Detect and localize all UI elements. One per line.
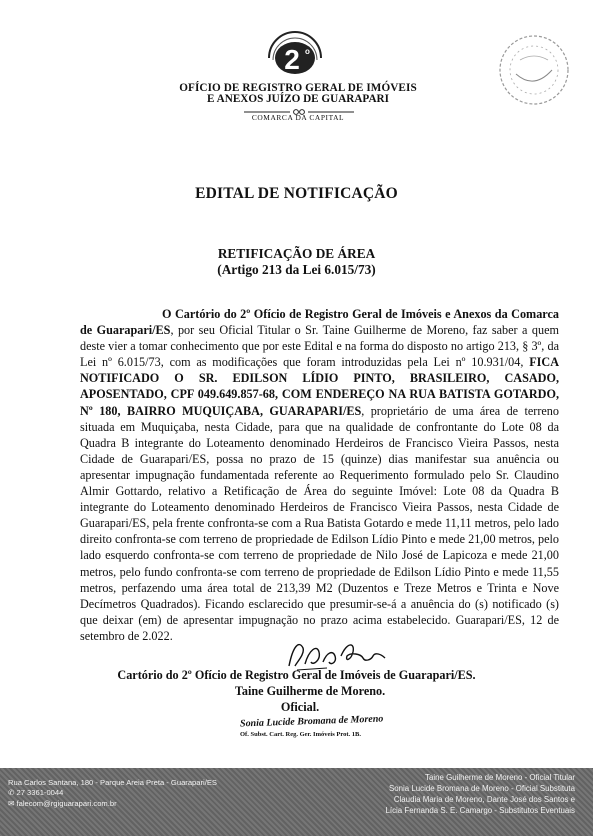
registry-logo — [263, 24, 327, 80]
notice-registry-name: O Cartório do 2º Ofício de Registro Geral de Imóveis e Anexos da Comarca de Guarapari/ES — [80, 307, 559, 338]
document-title: EDITAL DE NOTIFICAÇÃO — [195, 185, 398, 202]
footer-staff-line: Claudia Maria de Moreno, Dante José dos Santos e — [393, 795, 575, 804]
notice-intro: , por seu Oficial Titular o Sr. Taine Guilherme de Moreno, faz saber a quem deste vier a tomar conhecimento que por este Edital e na forma do disposto no artigo 213, § 3º, da Lei nº 6.015/73, com as modificações que foram introduzidas pela Lei nº 10.931/04, — [80, 323, 559, 370]
substitute-stamp-role: Of. Subst. Cart. Reg. Ger. Imóveis Prot. 1B. — [240, 731, 361, 738]
svg-text:2: 2 — [284, 44, 300, 75]
footer-address: Rua Carlos Santana, 180 - Parque Areia Preta - Guarapari/ES — [8, 778, 217, 787]
signatory-name: Taine Guilherme de Moreno. — [234, 684, 386, 698]
phone-icon: ✆ — [8, 788, 17, 797]
footer-staff-line: Taine Guilherme de Moreno - Oficial Titular — [425, 773, 575, 782]
comarca-label: COMARCA DA CAPITAL — [251, 113, 345, 122]
office-name-line1: OFÍCIO DE REGISTRO GERAL DE IMÓVEIS — [179, 82, 417, 94]
footer-bar — [0, 768, 593, 836]
notified-party: FICA NOTIFICADO O SR. EDILSON LÍDIO PINTO, BRASILEIRO, CASADO, APOSENTADO, CPF 049.649.857-68, COM ENDEREÇO NA RUA BATISTA GOTARDO, Nº 180, BAIRRO MUQUIÇABA, GUARAPARI/ES — [80, 355, 559, 418]
email-icon: ✉ — [8, 799, 17, 808]
footer-staff-line: Sonia Lucide Bromana de Moreno - Oficial Substituta — [389, 784, 575, 793]
signatory-title: Oficial. — [280, 700, 320, 714]
footer-phone: 27 3361-0044 — [16, 788, 64, 797]
footer-email-row — [8, 799, 117, 808]
footer-email[interactable]: falecom@rgiguarapari.com.br — [16, 799, 117, 808]
substitute-stamp-name: Sonia Lucide Bromana de Moreno — [239, 713, 384, 730]
footer-phone-row — [8, 788, 63, 797]
notice-body — [80, 306, 559, 644]
svg-text:o: o — [305, 47, 310, 56]
notice-details: , proprietário de uma área de terreno situada em Muquiçaba, nesta Cidade, para que na qualidade de confrontante do Lote 08 da Quadra B integrante do Loteamento denominado Herdeiros de Francisco Vieira Passos, nesta Cidade de Guarapari/ES, possa no prazo de 15 (quinze) dias manifestar sua anuência ou apresentar impugnação fundamentada referente ao Requerimento formulado pelo Sr. Claudino Almir Gottardo, relativo a Retificação de Área do seguinte Imóvel: Lote 08 da Quadra B integrante do Loteamento denominado Herdeiros de Francisco Vieira Passos, nesta Cidade de Guarapari/ES, pela frente confronta-se com a Rua Batista Gotardo e mede 11,11 metros, pelo lado direito confronta-se com terreno de propriedade de Edilson Lídio Pinto e mede 21,00 metros, pelo lado esquerdo confronta-se com terreno de propriedade de Nilo José de Lapicoza e mede 21,00 metros, pelo fundo confronta-se com terreno de propriedade de Edilson Lídio Pinto e mede 11,55 metros, perfazendo uma área total de 213,39 M2 (Duzentos e Treze Metros e Trinta e Nove Decímetros Quadrados). Ficando esclarecido que presumir-se-á a anuência do (s) notificado (s) que deixar (em) de apresentar impugnação no prazo acima estabelecido. Guarapari/ES, 12 de setembro de 2.022. — [80, 403, 559, 643]
office-name-line2: E ANEXOS JUÍZO DE GUARAPARI — [207, 93, 389, 105]
law-reference: (Artigo 213 da Lei 6.015/73) — [217, 262, 376, 277]
document-subtitle: RETIFICAÇÃO DE ÁREA — [217, 246, 376, 261]
signature-registry-line: Cartório do 2º Ofício de Registro Geral de Imóveis de Guarapari/ES. — [117, 668, 476, 682]
registry-seal-stamp — [494, 30, 574, 110]
footer-staff-line: Lícia Fernanda S. E. Camargo - Substitutos Eventuais — [385, 806, 575, 815]
